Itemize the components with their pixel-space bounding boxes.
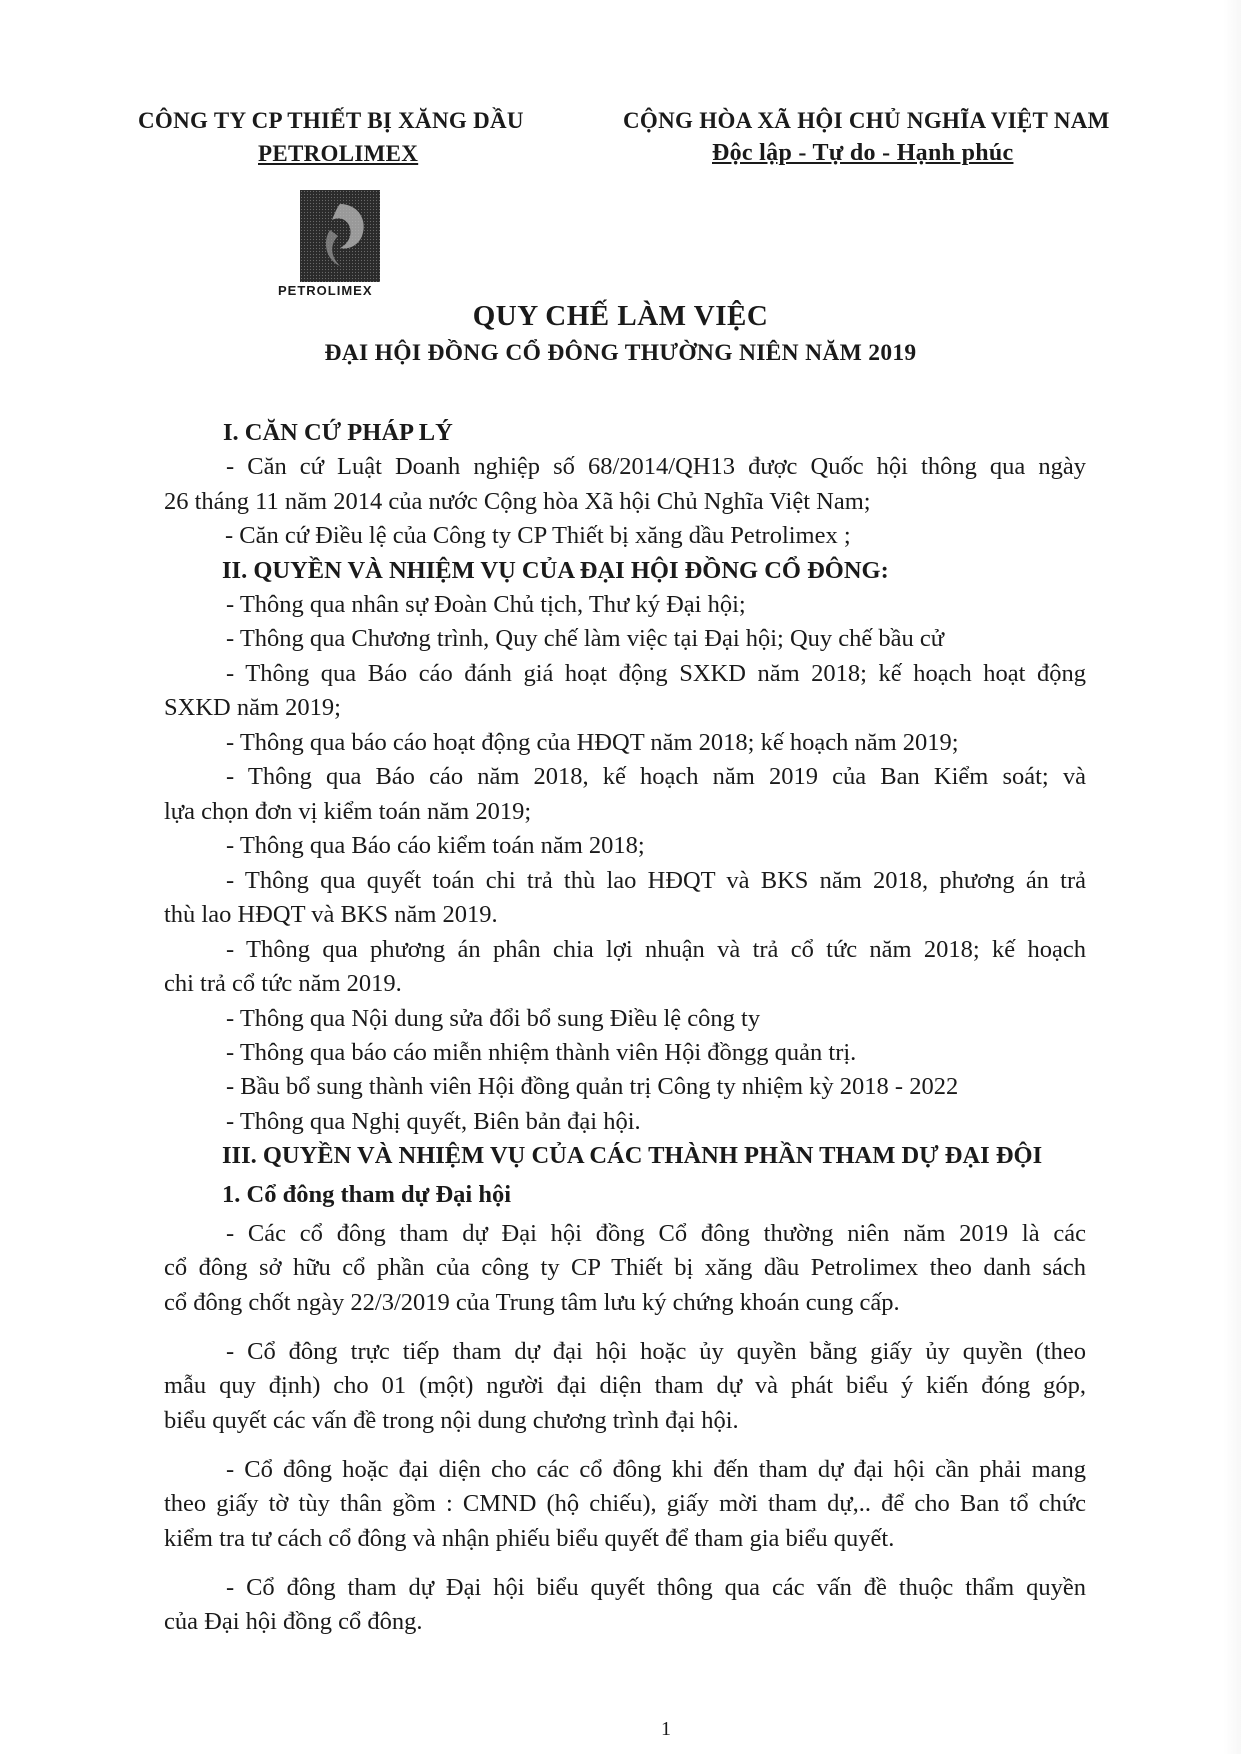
section-heading: I. CĂN CỨ PHÁP LÝ [223, 419, 453, 446]
body-line: thù lao HĐQT và BKS năm 2019. [164, 901, 498, 928]
body-line: - Cổ đông tham dự Đại hội biểu quyết thông qua các vấn đề thuộc thẩm quyền [226, 1574, 1086, 1601]
company-name-short: PETROLIMEX [258, 141, 419, 166]
body-line: - Căn cứ Luật Doanh nghiệp số 68/2014/QH13 được Quốc hội thông qua ngày [226, 453, 1086, 480]
scan-edge [1223, 0, 1241, 1754]
body-line: mẫu quy định) cho 01 (một) người đại diện tham dự và phát biểu ý kiến đóng góp, [164, 1372, 1086, 1399]
body-line: SXKD năm 2019; [164, 694, 341, 721]
body-line: lựa chọn đơn vị kiểm toán năm 2019; [164, 798, 532, 825]
page-number: 1 [661, 1718, 671, 1740]
subsection-heading: 1. Cổ đông tham dự Đại hội [222, 1181, 512, 1208]
body-line: - Cổ đông trực tiếp tham dự đại hội hoặc ủy quyền bằng giấy ủy quyền (theo [226, 1338, 1086, 1365]
body-line: - Thông qua quyết toán chi trả thù lao HĐQT và BKS năm 2018, phương án trả [226, 867, 1086, 894]
body-line: - Thông qua phương án phân chia lợi nhuận và trả cổ tức năm 2018; kế hoạch [226, 936, 1086, 963]
logo-caption: PETROLIMEX [278, 283, 373, 298]
company-name: CÔNG TY CP THIẾT BỊ XĂNG DẦU [138, 108, 524, 133]
republic-name: CỘNG HÒA XÃ HỘI CHỦ NGHĨA VIỆT NAM [623, 108, 1110, 133]
body-line: - Cổ đông hoặc đại diện cho các cổ đông khi đến tham dự đại hội cần phải mang [226, 1456, 1086, 1483]
section-heading: II. QUYỀN VÀ NHIỆM VỤ CỦA ĐẠI HỘI ĐỒNG CỔ ĐÔNG: [222, 557, 889, 584]
body-line: kiểm tra tư cách cổ đông và nhận phiếu biểu quyết để tham gia biểu quyết. [164, 1525, 895, 1552]
body-line: - Thông qua nhân sự Đoàn Chủ tịch, Thư ký Đại hội; [226, 591, 746, 618]
body-line: - Thông qua Báo cáo đánh giá hoạt động SXKD năm 2018; kế hoạch hoạt động [226, 660, 1086, 687]
body-line: cổ đông sở hữu cổ phần của công ty CP Thiết bị xăng dầu Petrolimex theo danh sách [164, 1254, 1086, 1281]
body-line: theo giấy tờ tùy thân gồm : CMND (hộ chiếu), giấy mời tham dự,.. để cho Ban tổ chức [164, 1490, 1086, 1517]
national-motto: Độc lập - Tự do - Hạnh phúc [712, 140, 1014, 166]
body-line: 26 tháng 11 năm 2014 của nước Cộng hòa Xã hội Chủ Nghĩa Việt Nam; [164, 488, 871, 515]
petrolimex-logo [300, 190, 380, 282]
body-line: - Bầu bổ sung thành viên Hội đồng quản trị Công ty nhiệm kỳ 2018 - 2022 [226, 1073, 959, 1100]
petrolimex-logo-mark [300, 190, 380, 282]
body-line: biểu quyết các vấn đề trong nội dung chương trình đại hội. [164, 1407, 739, 1434]
body-line: của Đại hội đồng cổ đông. [164, 1608, 423, 1635]
section-heading: III. QUYỀN VÀ NHIỆM VỤ CỦA CÁC THÀNH PHẦN THAM DỰ ĐẠI ĐỘI [222, 1142, 1043, 1169]
document-subtitle: ĐẠI HỘI ĐỒNG CỔ ĐÔNG THƯỜNG NIÊN NĂM 2019 [324, 340, 917, 366]
body-line: - Thông qua báo cáo miễn nhiệm thành viên Hội đồngg quản trị. [226, 1039, 857, 1066]
body-line: chi trả cổ tức năm 2019. [164, 970, 402, 997]
body-line: - Thông qua Nội dung sửa đổi bổ sung Điều lệ công ty [226, 1005, 761, 1032]
body-line: - Thông qua báo cáo hoạt động của HĐQT năm 2018; kế hoạch năm 2019; [226, 729, 959, 756]
body-line: - Căn cứ Điều lệ của Công ty CP Thiết bị xăng dầu Petrolimex ; [225, 522, 851, 549]
body-line: - Thông qua Nghị quyết, Biên bản đại hội. [226, 1108, 641, 1135]
body-line: - Thông qua Chương trình, Quy chế làm việc tại Đại hội; Quy chế bầu cử [226, 625, 945, 652]
body-line: - Thông qua Báo cáo kiểm toán năm 2018; [226, 832, 645, 859]
body-line: - Thông qua Báo cáo năm 2018, kế hoạch năm 2019 của Ban Kiểm soát; và [226, 763, 1086, 790]
body-line: cổ đông chốt ngày 22/3/2019 của Trung tâm lưu ký chứng khoán cung cấp. [164, 1289, 900, 1316]
document-title: QUY CHẾ LÀM VIỆC [472, 300, 769, 332]
body-line: - Các cổ đông tham dự Đại hội đồng Cổ đông thường niên năm 2019 là các [226, 1220, 1086, 1247]
